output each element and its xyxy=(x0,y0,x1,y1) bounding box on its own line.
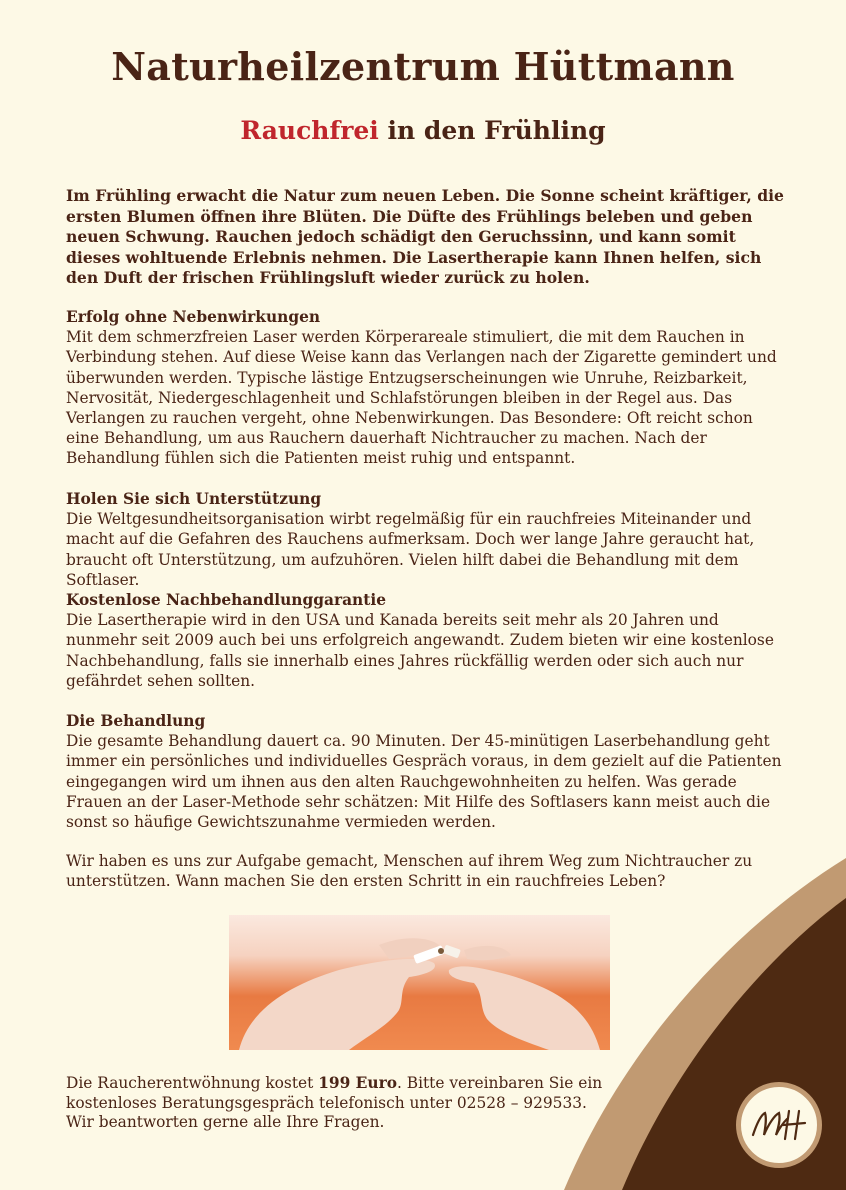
price-suffix: . Bitte vereinbaren Sie ein kostenloses Beratungsgespräch telefonisch unter 02528 – 929533. xyxy=(66,1074,603,1112)
section-behandlung xyxy=(66,711,786,832)
section-text: Die Lasertherapie wird in den USA und Kanada bereits seit mehr als 20 Jahren und nunmehr seit 2009 auch bei uns erfolgreich angewandt. Zudem bieten wir eine kostenlose Nachbehandlung, falls sie innerhalb eines Jahres rückfällig werden oder sich auch nur gefährdet sehen sollten. xyxy=(66,611,774,690)
section-text: Die Weltgesundheitsorganisation wirbt regelmäßig für ein rauchfreies Miteinander und macht auf die Gefahren des Rauchens aufmerksam. Doch wer lange Jahre geraucht hat, braucht oft Unterstützung, um aufzuhören. Vielen hilft dabei die Behandlung mit dem Softlaser. xyxy=(66,510,755,589)
section-unterstuetzung xyxy=(66,489,786,590)
footer-line3: Wir beantworten gerne alle Ihre Fragen. xyxy=(66,1113,385,1131)
section-title: Kostenlose Nachbehandlunggarantie xyxy=(66,591,386,609)
hands-breaking-cigarette-illustration xyxy=(229,915,610,1050)
intro-paragraph: Im Frühling erwacht die Natur zum neuen Leben. Die Sonne scheint kräftiger, die ersten Blumen öffnen ihre Blüten. Die Düfte des Frühlings beleben und geben neuen Schwung. Rauchen jedoch schädigt den Geruchssinn, und kann somit dieses wohltuende Erlebnis nehmen. Die Lasertherapie kann Ihnen helfen, sich den Duft der frischen Frühlingsluft wieder zurück zu holen. xyxy=(66,186,784,287)
subtitle-accent: Rauchfrei xyxy=(240,116,379,145)
page-title: Naturheilzentrum Hüttmann xyxy=(111,44,735,89)
photo-broken-cigarette xyxy=(229,915,610,1050)
subtitle-rest: in den Frühling xyxy=(378,116,606,145)
section-title: Erfolg ohne Nebenwirkungen xyxy=(66,308,321,326)
mh-monogram-icon xyxy=(749,1105,809,1145)
section-text: Die gesamte Behandlung dauert ca. 90 Minuten. Der 45-minütigen Laserbehandlung geht immer ein persönliches und individuelles Gespräch voraus, in dem gezielt auf die Patienten eingegangen wird um ihnen aus den alten Rauchgewohnheiten zu helfen. Was gerade Frauen an der Laser-Methode sehr schätzen: Mit Hilfe des Softlasers kann meist auch die sonst so häufige Gewichtszunahme vermieden werden. xyxy=(66,732,782,832)
page-subtitle xyxy=(0,116,846,145)
section-erfolg xyxy=(66,307,786,469)
logo xyxy=(736,1082,822,1168)
section-text: Mit dem schmerzfreien Laser werden Körperareale stimuliert, die mit dem Rauchen in Verbindung stehen. Auf diese Weise kann das Verlangen nach der Zigarette gemindert und überwunden werden. Typische lästige Entzugserscheinungen wie Unruhe, Reizbarkeit, Nervosität, Niedergeschlagenheit und Schlafstörungen bleiben in der Regel aus. Das Verlangen zu rauchen vergeht, ohne Nebenwirkungen. Das Besondere: Oft reicht schon eine Behandlung, um aus Rauchern dauerhaft Nichtraucher zu machen. Nach der Behandlung fühlen sich die Patienten meist ruhig und entspannt. xyxy=(66,328,777,468)
section-title: Holen Sie sich Unterstützung xyxy=(66,490,322,508)
price-prefix: Die Raucherentwöhnung kostet xyxy=(66,1074,319,1092)
section-garantie xyxy=(66,590,786,691)
section-title: Die Behandlung xyxy=(66,712,206,730)
price-value: 199 Euro xyxy=(318,1074,397,1092)
footer-contact xyxy=(66,1074,646,1133)
closing-paragraph: Wir haben es uns zur Aufgabe gemacht, Menschen auf ihrem Weg zum Nichtraucher zu unterstützen. Wann machen Sie den ersten Schritt in ein rauchfreies Leben? xyxy=(66,852,753,891)
